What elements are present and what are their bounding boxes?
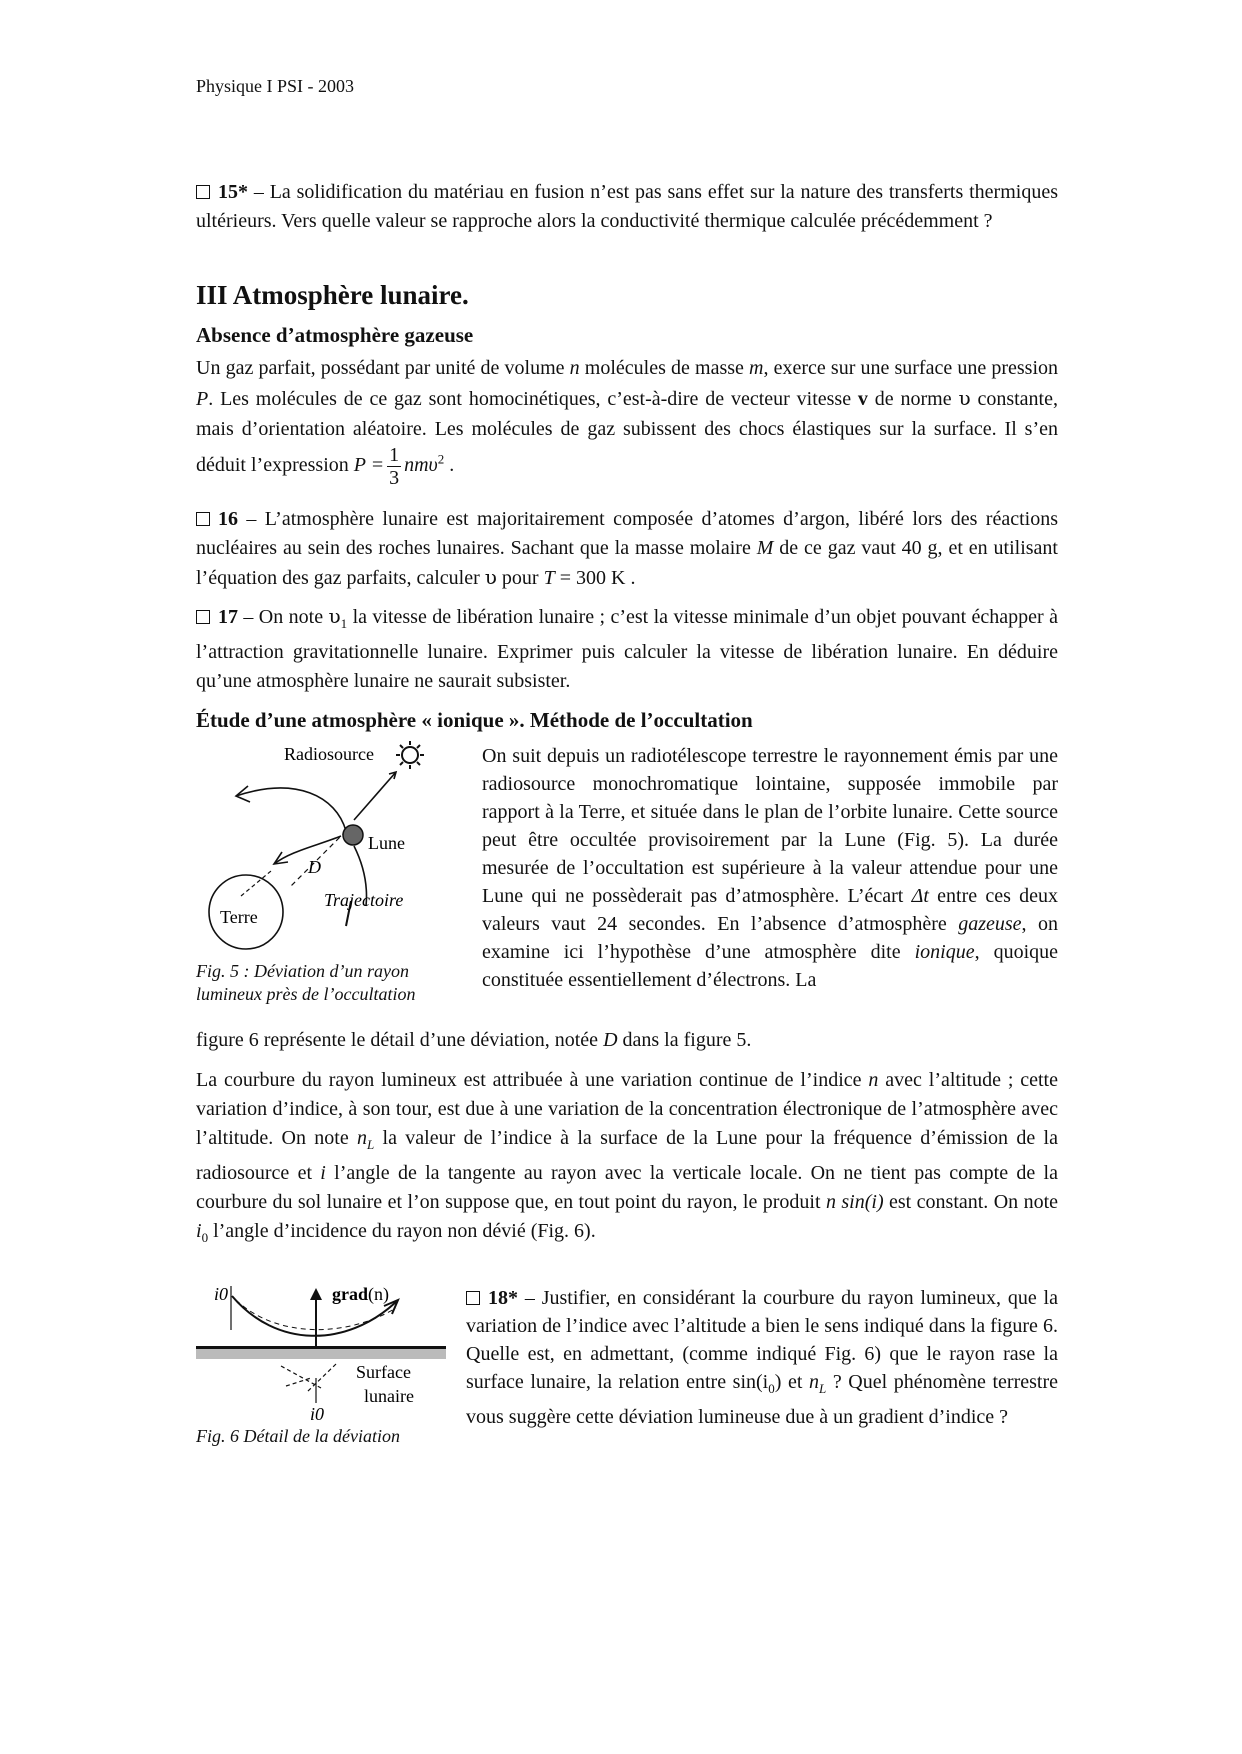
formula-exponent: 2	[437, 451, 445, 467]
text-run: est constant. On note	[883, 1191, 1059, 1213]
var-i: i	[320, 1162, 326, 1184]
question-number: 18*	[488, 1287, 518, 1309]
text-run: de norme	[867, 388, 959, 410]
ground-band	[196, 1349, 446, 1359]
subscript: L	[819, 1381, 827, 1396]
var-upsilon: υ	[328, 604, 341, 628]
text-run: La courbure du rayon lumineux est attribuée à une variation continue de l’indice	[196, 1069, 869, 1091]
text-run: la valeur de l’indice à la surface de la Lune pour la fréquence d’émission de la radiosource et	[196, 1127, 1058, 1184]
var-v: v	[857, 388, 868, 410]
var-n: n	[569, 357, 580, 379]
text-run: . Les molécules de ce gaz sont homocinétiques, c’est-à-dire de vecteur vitesse	[208, 388, 858, 410]
text-run: et	[781, 1371, 809, 1393]
text-run: .	[444, 454, 455, 477]
paragraph-gaz-parfait	[196, 353, 1058, 489]
page-header: Physique I PSI - 2003	[196, 76, 355, 96]
incoming-ray	[354, 772, 396, 820]
formula-lhs: P =	[353, 454, 385, 477]
text-run: , exerce sur une surface une pression	[763, 357, 1059, 379]
var-nL: n	[357, 1127, 367, 1149]
paragraph-occultation-end	[196, 1026, 1058, 1055]
term-gazeuse: gazeuse	[958, 913, 1022, 935]
question-number: 17	[218, 606, 238, 628]
fraction-denominator: 3	[389, 467, 400, 489]
figure-6-diagram	[196, 1278, 446, 1428]
text-run: , quoique constituée essentiellement d’électrons. La	[482, 941, 1058, 991]
text-run: entre ces deux valeurs vaut 24 secondes. En l’absence d’atmosphère	[482, 885, 1058, 935]
var-P: P	[196, 388, 209, 410]
surface-line	[196, 1346, 446, 1349]
checkbox-icon	[196, 610, 210, 624]
text-run: la vitesse de libération lunaire ; c’est la vitesse minimale d’un objet pouvant échapper à l’attraction gravitationnelle lunaire. Exprimer puis calculer la vitesse de libération lunaire. En déduire qu’une atmosphère lunaire ne saurait subsister.	[196, 606, 1058, 692]
label-i0-top: i0	[214, 1284, 229, 1304]
label-lunaire: lunaire	[364, 1386, 414, 1406]
var-D: D	[603, 1029, 618, 1051]
term-ionique: ionique	[914, 941, 975, 963]
text-run: constante, mais d’orientation aléatoire. Les molécules de gaz subissent des chocs élastiques sur la surface. Il s’en déduit l’expression	[196, 388, 1058, 477]
arrow-head	[310, 1288, 322, 1300]
section-title: III Atmosphère lunaire.	[196, 280, 469, 310]
text-run: – Justifier, en considérant la courbure du rayon lumineux, que la variation de l’indice avec l’altitude a bien le sens indiqué dans la figure 6. Quelle est, en admettant, (comme indiqué Fig. 6) que le rayon rase la surface lunaire, la relation entre sin	[466, 1287, 1058, 1393]
paragraph-courbure	[196, 1066, 1058, 1252]
paragraph-occultation	[482, 742, 1058, 994]
text-run: de ce gaz vaut 40 g, et en utilisant l’équation des gaz parfaits, calculer	[196, 537, 1058, 589]
formula-product: n sin(i)	[825, 1191, 884, 1213]
var-nL: n	[809, 1371, 819, 1393]
subscript: L	[367, 1137, 375, 1152]
question-15	[196, 178, 1058, 236]
text-run: (i	[756, 1371, 769, 1393]
question-17	[196, 602, 1058, 696]
label-terre: Terre	[220, 907, 258, 927]
label-D: D	[308, 857, 321, 877]
label-lune: Lune	[368, 833, 405, 853]
label-i0-bottom: i0	[310, 1404, 325, 1424]
checkbox-icon	[196, 185, 210, 199]
label-grad: grad(n)	[332, 1284, 389, 1304]
question-text: – La solidification du matériau en fusion n’est pas sans effet sur la nature des transferts thermiques ultérieurs. Vers quelle valeur se rapproche alors la conductivité thermique calculée précédemment ?	[196, 181, 1058, 232]
question-16	[196, 505, 1058, 593]
deviated-path	[236, 788, 346, 831]
text-run: pour	[496, 567, 544, 589]
text-run: l’angle d’incidence du rayon non dévié (Fig. 6).	[208, 1220, 596, 1242]
question-number: 15*	[218, 181, 248, 203]
caption-line: lumineux près de l’occultation	[196, 984, 416, 1004]
subscript: 1	[340, 616, 348, 631]
formula-fraction	[387, 444, 401, 489]
text-run: dans la figure 5.	[617, 1029, 752, 1051]
text-run: – L’atmosphère lunaire est majoritairement composée d’atomes d’argon, libéré lors des réactions nucléaires au sein des roches lunaires. Sachant que la masse molaire	[196, 508, 1058, 559]
question-number: 16	[218, 508, 238, 530]
checkbox-icon	[466, 1291, 480, 1305]
text-run: On suit depuis un radiotélescope terrestre le rayonnement émis par une radiosource monochromatique lointaine, supposée immobile par rapport à la Terre, et située dans le plan de l’orbite lunaire. Cette source peut être occultée provisoirement par la Lune (Fig. 5). La durée mesurée de l’occultation est supérieure à la valeur attendue pour une Lune qui ne possèderait pas d’atmosphère. L’écart	[482, 745, 1058, 907]
radiosource-icon	[396, 741, 424, 769]
text-run: molécules de masse	[579, 357, 750, 379]
caption-line: Fig. 5 : Déviation d’un rayon	[196, 961, 409, 981]
text-run: = 300 K .	[554, 567, 636, 589]
var-i0: i	[196, 1220, 202, 1242]
subscript: 0	[768, 1381, 775, 1396]
moon-icon	[343, 825, 363, 845]
question-18	[466, 1284, 1058, 1431]
var-delta-t: Δt	[911, 885, 929, 907]
text-run: Un gaz parfait, possédant par unité de volume	[196, 357, 570, 379]
continuation-lines	[281, 1364, 336, 1393]
var-m: m	[749, 357, 764, 379]
formula-rhs: nmυ	[404, 454, 438, 477]
var-n: n	[868, 1069, 879, 1091]
var-upsilon: υ	[958, 386, 971, 410]
label-surface: Surface	[356, 1362, 411, 1382]
subsection-title: Étude d’une atmosphère « ionique ». Méthode de l’occultation	[196, 708, 753, 732]
var-M: M	[756, 537, 774, 559]
figure-5-diagram	[196, 736, 466, 956]
figure-6-caption: Fig. 6 Détail de la déviation	[196, 1426, 400, 1446]
var-upsilon: υ	[484, 565, 497, 589]
subscript: 0	[201, 1230, 209, 1245]
label-radiosource: Radiosource	[284, 744, 374, 764]
text-run: avec l’altitude ; cette variation d’indice, à son tour, est due à une variation de la concentration électronique de l’atmosphère avec l’altitude. On note	[196, 1069, 1058, 1149]
checkbox-icon	[196, 512, 210, 526]
figure-5-caption	[196, 960, 415, 1006]
var-T: T	[543, 567, 555, 589]
arrow-head	[274, 852, 288, 864]
fraction-numerator: 1	[389, 444, 400, 466]
text-run: – On note	[238, 606, 329, 628]
label-trajectoire: Trajectoire	[324, 890, 404, 910]
text-run: figure 6 représente le détail d’une déviation, notée	[196, 1029, 604, 1051]
text-run: , on examine ici l’hypothèse d’une atmosphère dite	[482, 913, 1058, 963]
text-run: l’angle de la tangente au rayon avec la verticale locale. On ne tient pas compte de la courbure du sol lunaire et l’on suppose que, en tout point du rayon, le produit	[196, 1162, 1058, 1213]
subsection-title: Absence d’atmosphère gazeuse	[196, 323, 474, 347]
text-run: )	[774, 1371, 782, 1393]
text-run: ? Quel phénomène terrestre vous suggère cette déviation lumineuse due à un gradient d’indice ?	[466, 1371, 1059, 1428]
